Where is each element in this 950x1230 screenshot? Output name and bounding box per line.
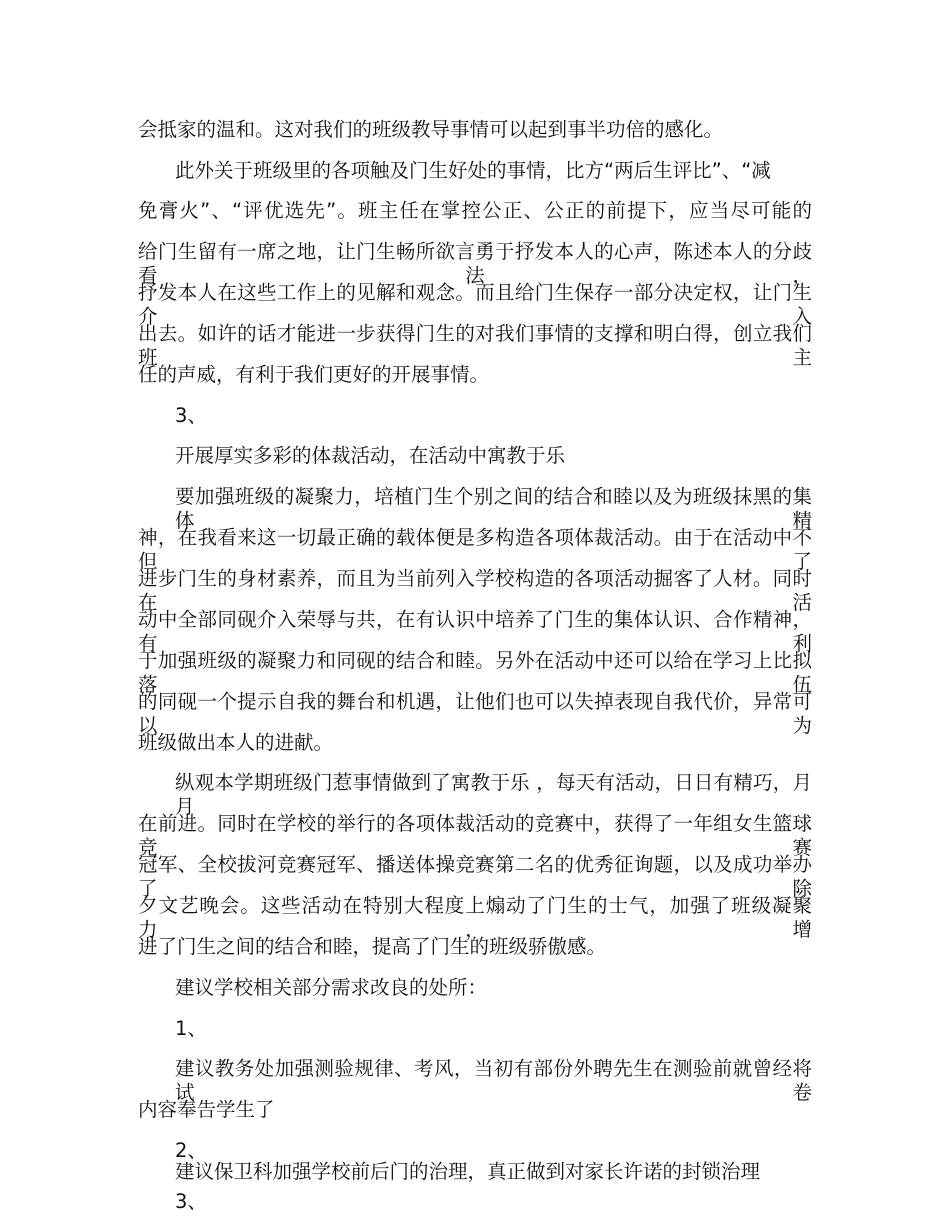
text-line: 3、 bbox=[175, 404, 207, 427]
text-line: 班级做出本人的进献。 bbox=[138, 731, 334, 754]
text-line: 免膏火”、“评优选先”。班主任在掌控公正、公正的前提下，应当尽可能的 bbox=[138, 199, 812, 222]
text-line: 建议保卫科加强学校前后门的治理，真正做到对家长许诺的封锁治理 bbox=[175, 1160, 761, 1183]
text-line: 1、 bbox=[175, 1017, 207, 1040]
text-line: 会抵家的温和。这对我们的班级教导事情可以起到事半功倍的感化。 bbox=[138, 118, 724, 141]
text-line: 于加强班级的凝聚力和同砚的结合和睦。另外在活动中还可以给在学习上比拟落伍 bbox=[138, 649, 812, 696]
text-line: 建议教务处加强测验规律、考风，当初有部份外聘先生在测验前就曾经将试卷 bbox=[175, 1057, 812, 1104]
text-line: 2、 bbox=[175, 1139, 207, 1162]
text-line: 要加强班级的凝聚力，培植门生个别之间的结合和睦以及为班级抹黑的集体精 bbox=[175, 485, 812, 532]
text-line: 任的声威，有利于我们更好的开展事情。 bbox=[138, 363, 490, 386]
text-line: 此外关于班级里的各项触及门生好处的事情，比方“两后生评比”、“减 bbox=[175, 159, 771, 182]
text-line: 内容奉告学生了 bbox=[138, 1098, 275, 1121]
text-line: 冠军、全校拔河竞赛冠军、播送体操竞赛第二名的优秀征询题，以及成功举办了除 bbox=[138, 853, 812, 900]
text-line: 出去。如许的话才能进一步获得门生的对我们事情的支撑和明白得，创立我们班主 bbox=[138, 322, 812, 369]
text-line: 进步门生的身材素养，而且为当前列入学校构造的各项活动掘客了人材。同时在活 bbox=[138, 567, 812, 614]
text-line: 神，在我看来这一切最正确的载体便是多构造各项体裁活动。由于在活动中不但了 bbox=[138, 526, 812, 573]
text-line: 夕文艺晚会。这些活动在特别大程度上煽动了门生的士气，加强了班级凝聚力，增 bbox=[138, 894, 812, 941]
text-line: 在前进。同时在学校的举行的各项体裁活动的竞赛中，获得了一年组女生篮球竞赛 bbox=[138, 812, 812, 859]
text-line: 建议学校相关部分需求改良的处所： bbox=[175, 976, 488, 999]
text-line: 开展厚实多彩的体裁活动，在活动中寓教于乐 bbox=[175, 444, 566, 467]
text-line: 纵观本学期班级门惹事情做到了寓教于乐 ，每天有活动，日日有精巧，月月 bbox=[175, 771, 812, 818]
text-line: 动中全部同砚介入荣辱与共，在有认识中培养了门生的集体认识、合作精神，有利 bbox=[138, 608, 812, 655]
text-line: 的同砚一个提示自我的舞台和机遇，让他们也可以失掉表现自我代价，异常可以为 bbox=[138, 690, 812, 737]
text-line: 抒发本人在这些工作上的见解和观念。而且给门生保存一部分决定权，让门生介入 bbox=[138, 281, 812, 328]
text-line: 进了门生之间的结合和睦，提高了门生的班级骄傲感。 bbox=[138, 935, 607, 958]
text-line: 给门生留有一席之地，让门生畅所欲言勇于抒发本人的心声，陈述本人的分歧看法， bbox=[138, 240, 812, 287]
text-line: 3、 bbox=[175, 1190, 207, 1213]
